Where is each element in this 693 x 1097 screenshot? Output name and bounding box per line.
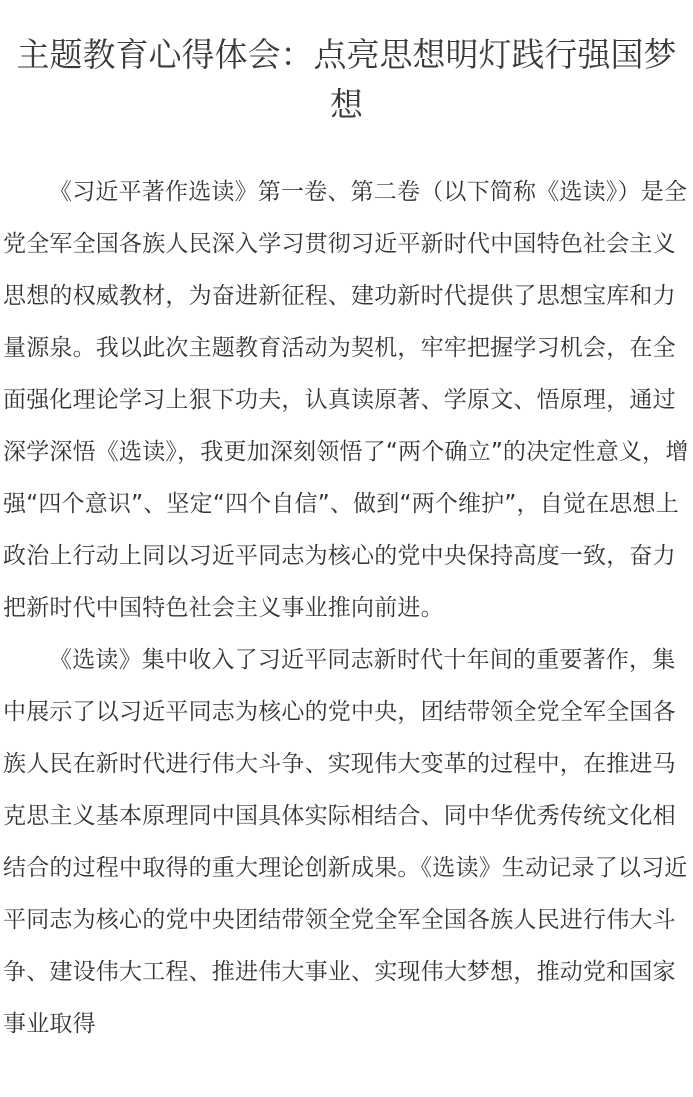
paragraph-2: 《选读》集中收入了习近平同志新时代十年间的重要著作，集中展示了以习近平同志为核心的党中央，团结带领全党全军全国各族人民在新时代进行伟大斗争、实现伟大变革的过程中，在推进马克思主义基本原理同中国具体实际相结合、同中华优秀传统文化相结合的过程中取得的重大理论创新成果。《选读》生动记录了以习近平同志为核心的党中央团结带领全党全军全国各族人民进行伟大斗争、建设伟大工程、推进伟大事业、实现伟大梦想，推动党和国家事业取得 [3,647,688,1037]
article-title: 主题教育心得体会：点亮思想明灯践行强国梦想 [16,35,677,124]
paragraph-1: 《习近平著作选读》第一卷、第二卷（以下简称《选读》）是全党全军全国各族人民深入学习贯彻习近平新时代中国特色社会主义思想的权威教材，为奋进新征程、建功新时代提供了思想宝库和力量源泉。我以此次主题教育活动为契机，牢牢把握学习机会，在全面强化理论学习上狠下功夫，认真读原著、学原文、悟原理，通过深学深悟《选读》，我更加深刻领悟了“两个确立”的决定性意义，增强“四个意识”、坚定“四个自信”、做到“两个维护”，自觉在思想上政治上行动上同以习近平同志为核心的党中央保持高度一致，奋力把新时代中国特色社会主义事业推向前进。 [3,179,689,621]
article-body [0,166,693,1050]
